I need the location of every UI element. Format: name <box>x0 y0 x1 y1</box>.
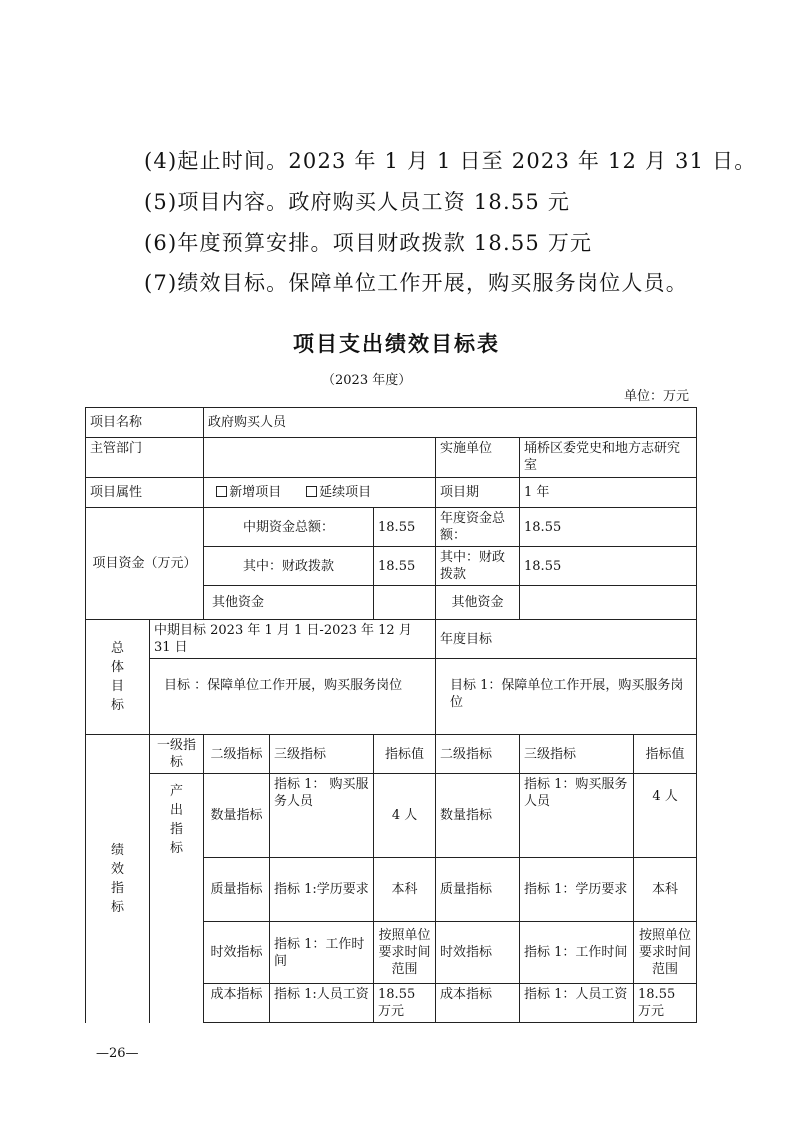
year-total-label: 年度资金总额： <box>436 508 520 547</box>
indicator-row <box>86 774 697 858</box>
indicator-l2-year: 时效指标 <box>436 922 520 984</box>
table-title: 项目支出绩效目标表 <box>293 332 500 356</box>
header-level3-mid: 三级指标 <box>270 735 374 774</box>
mid-goal-text: 目标 ：保障单位工作开展，购买服务岗位 <box>150 659 436 735</box>
output-indicator-label: 产出指标 <box>150 774 204 1023</box>
mid-goal-label: 中期目标 2023 年 1 月 1 日-2023 年 12 月 31 日 <box>150 620 436 659</box>
project-name-value: 政府购买人员 <box>204 408 697 438</box>
paragraph-goal: (7)绩效目标。保障单位工作开展，购买服务岗位人员。 <box>144 271 688 295</box>
impl-unit-label: 实施单位 <box>436 438 520 478</box>
indicator-l2-mid: 质量指标 <box>204 858 270 922</box>
mid-other-label: 其他资金 <box>204 586 374 620</box>
continued-project-label: 延续项目 <box>319 485 372 500</box>
dept-label: 主管部门 <box>86 438 204 478</box>
indicator-l2-mid: 成本指标 <box>204 984 270 1023</box>
funds-label: 项目资金（万元） <box>86 508 204 620</box>
indicator-l3-year: 指标 1：工作时间 <box>520 922 634 984</box>
indicator-value-year: 按照单位要求时间范围 <box>634 922 697 984</box>
header-level2-mid: 二级指标 <box>204 735 270 774</box>
indicator-l3-year: 指标 1：购买服务人员 <box>520 774 634 858</box>
indicator-l2-year: 成本指标 <box>436 984 520 1023</box>
indicator-value-mid: 18.55 万元 <box>374 984 436 1023</box>
indicator-l2-year: 数量指标 <box>436 774 520 858</box>
year-total-value: 18.55 <box>520 508 697 547</box>
header-level2-year: 二级指标 <box>436 735 520 774</box>
mid-fiscal-value: 18.55 <box>374 547 436 586</box>
paragraph-period: (4)起止时间。2023 年 1 月 1 日至 2023 年 12 月 31 日。 <box>144 149 757 173</box>
header-value-mid: 指标值 <box>374 735 436 774</box>
indicator-l3-year: 指标 1：人员工资 <box>520 984 634 1023</box>
mid-other-value <box>374 586 436 620</box>
header-value-year: 指标值 <box>634 735 697 774</box>
year-label: （2023 年度） <box>322 373 412 388</box>
overall-goal-label: 总体目标 <box>86 620 150 735</box>
indicator-value-mid: 按照单位要求时间范围 <box>374 922 436 984</box>
year-goal-text: 目标 1：保障单位工作开展，购买服务岗位 <box>436 659 697 735</box>
dept-value <box>204 438 436 478</box>
page-number: —26— <box>96 1046 139 1061</box>
period-label: 项目期 <box>436 478 520 508</box>
indicator-value-year: 4 人 <box>634 774 697 858</box>
performance-table <box>85 407 697 1023</box>
header-level1: 一级指标 <box>150 735 204 774</box>
mid-total-label: 中期资金总额： <box>204 508 374 547</box>
indicator-l2-mid: 数量指标 <box>204 774 270 858</box>
indicator-l3-mid: 指标 1:学历要求 <box>270 858 374 922</box>
attr-label: 项目属性 <box>86 478 204 508</box>
year-fiscal-value: 18.55 <box>520 547 697 586</box>
attr-options <box>204 478 436 508</box>
indicator-l3-mid: 指标 1:人员工资 <box>270 984 374 1023</box>
year-fiscal-label: 其中：财政拨款 <box>436 547 520 586</box>
year-other-value <box>520 586 697 620</box>
header-level3-year: 三级指标 <box>520 735 634 774</box>
indicator-value-mid: 4 人 <box>374 774 436 858</box>
perf-indicator-label: 绩效指标 <box>86 735 150 1023</box>
period-value: 1 年 <box>520 478 697 508</box>
new-project-label: 新增项目 <box>229 485 282 500</box>
indicator-value-year: 本科 <box>634 858 697 922</box>
indicator-l3-mid: 指标 1： 购买服务人员 <box>270 774 374 858</box>
mid-total-value: 18.55 <box>374 508 436 547</box>
year-goal-label: 年度目标 <box>436 620 697 659</box>
new-project-checkbox[interactable] <box>216 486 227 497</box>
project-name-label: 项目名称 <box>86 408 204 438</box>
mid-fiscal-label: 其中：财政拨款 <box>204 547 374 586</box>
indicator-l3-mid: 指标 1：工作时间 <box>270 922 374 984</box>
paragraph-content: (5)项目内容。政府购买人员工资 18.55 元 <box>144 190 571 214</box>
indicator-header-row <box>86 735 697 774</box>
indicator-l3-year: 指标 1：学历要求 <box>520 858 634 922</box>
year-other-label: 其他资金 <box>436 586 520 620</box>
paragraph-budget: (6)年度预算安排。项目财政拨款 18.55 万元 <box>144 231 593 255</box>
indicator-value-mid: 本科 <box>374 858 436 922</box>
indicator-l2-year: 质量指标 <box>436 858 520 922</box>
indicator-value-year: 18.55 万元 <box>634 984 697 1023</box>
indicator-l2-mid: 时效指标 <box>204 922 270 984</box>
unit-label: 单位：万元 <box>624 389 690 404</box>
impl-unit-value: 埇桥区委党史和地方志研究室 <box>520 438 697 478</box>
continued-project-checkbox[interactable] <box>306 486 317 497</box>
